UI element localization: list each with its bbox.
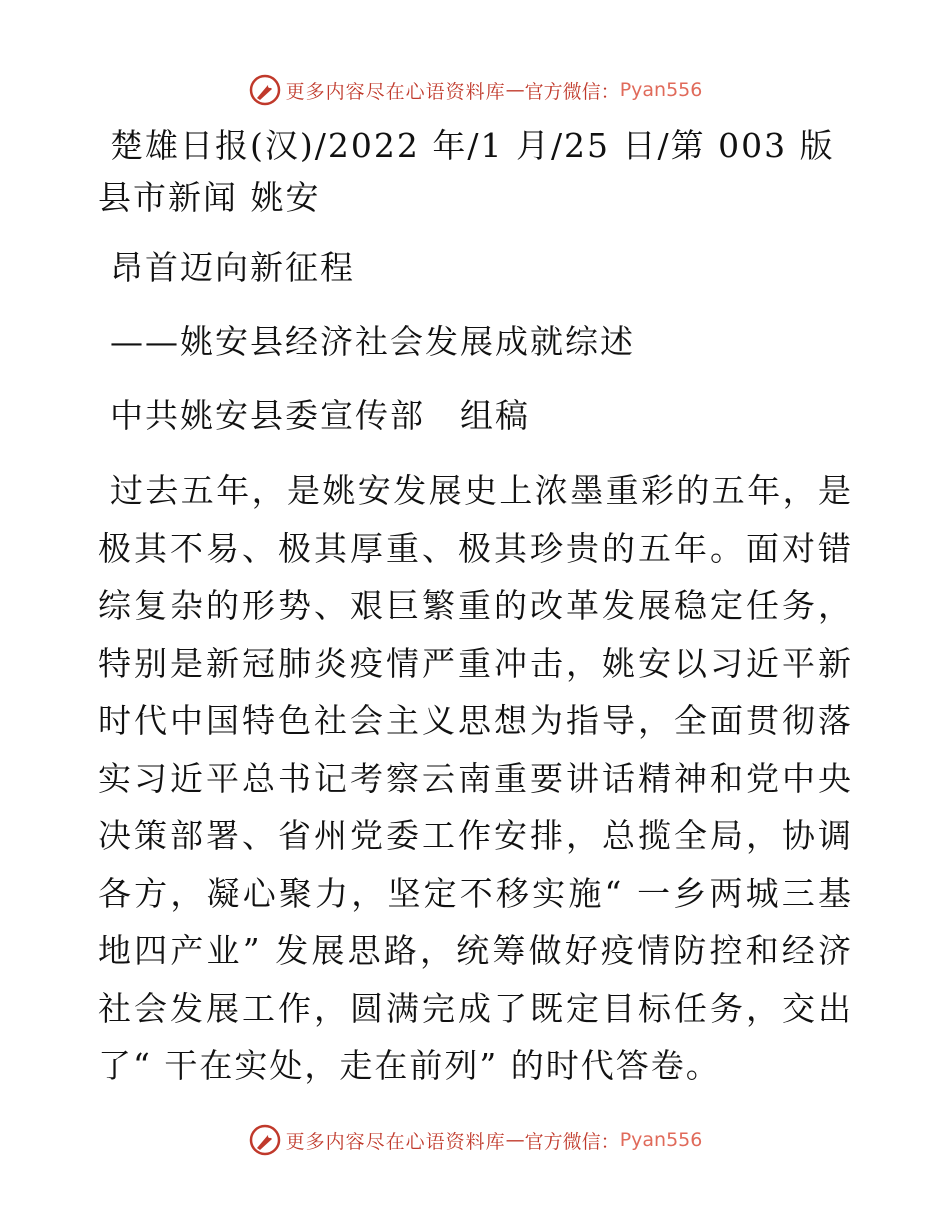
banner-separator: — [505, 79, 525, 101]
banner-wechat-id: Pyan556 [619, 1129, 703, 1151]
article-title: 昂首迈向新征程 [110, 248, 355, 287]
banner-brand-text: 更多内容尽在心语资料库 [285, 80, 506, 103]
article-content [98, 120, 853, 1095]
banner-brand-text: 更多内容尽在心语资料库 [285, 1130, 506, 1153]
article-meta: 楚雄日报(汉)/2022 年/1 月/25 日/第 003 版县市新闻 姚安 [98, 126, 835, 217]
article-subtitle: ——姚安县经济社会发展成就综述 [110, 322, 635, 361]
article-body-paragraph: 过去五年，是姚安发展史上浓墨重彩的五年，是极其不易、极其厚重、极其珍贵的五年。面对错综复杂的形势、艰巨繁重的改革发展稳定任务，特别是新冠肺炎疫情严重冲击，姚安以习近平新时代中国特色社会主义思想为指导，全面贯彻落实习近平总书记考察云南重要讲话精神和党中央决策部署、省州党委工作安排，总揽全局，协调各方，凝心聚力，坚定不移实施“ 一乡两城三基地四产业” 发展思路，统筹做好疫情防控和经济社会发展工作，圆满完成了既定目标任务，交出了“ 干在实处，走在前列” 的时代答卷。 [98, 471, 853, 1085]
article-byline: 中共姚安县委宣传部 组稿 [110, 396, 530, 435]
banner-separator: — [505, 1129, 525, 1151]
pen-nib-logo-icon [248, 73, 282, 107]
footer-watermark-banner [0, 1120, 950, 1160]
banner-wechat-label: 官方微信： [524, 80, 620, 103]
header-watermark-banner [0, 70, 950, 110]
banner-wechat-label: 官方微信： [524, 1130, 620, 1153]
pen-nib-logo-icon [248, 1123, 282, 1157]
banner-wechat-id: Pyan556 [619, 79, 703, 101]
